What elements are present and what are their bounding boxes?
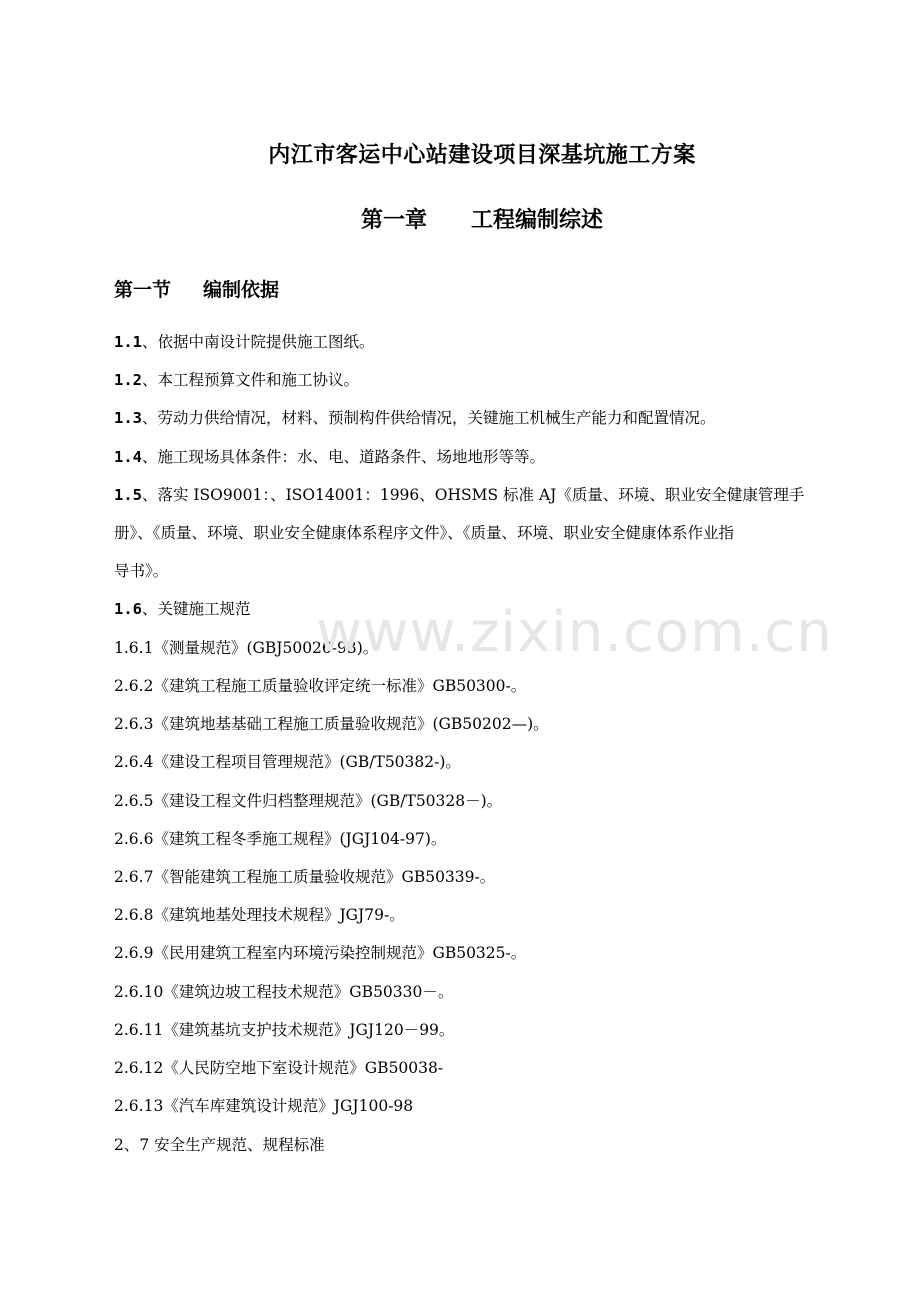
item-text: 、施工现场具体条件：水、电、道路条件、场地地形等等。: [142, 448, 546, 466]
item-text: 、关键施工规范: [142, 600, 251, 618]
item-number: 1.5: [114, 486, 142, 504]
item-text: 、劳动力供给情况，材料、预制构件供给情况，关键施工机械生产能力和配置情况。: [142, 409, 716, 427]
list-item-continuation: [114, 522, 734, 544]
list-item: [114, 675, 526, 697]
chapter-title: 工程编制综述: [471, 208, 604, 233]
list-item: [114, 866, 495, 888]
item-number: 1.2: [114, 371, 142, 389]
watermark: www.zixin.com.cn: [316, 600, 833, 665]
item-text: 2.6.13《汽车库建筑设计规范》JGJ100-98: [114, 1097, 414, 1115]
item-text: 2.6.4《建设工程项目管理规范》(GB/T50382-)。: [114, 753, 461, 771]
item-text: 2.6.3《建筑地基基础工程施工质量验收规范》(GB50202—)。: [114, 715, 549, 733]
chapter-label: 第一章: [360, 208, 427, 233]
list-item: [114, 713, 549, 735]
list-item: [114, 598, 251, 620]
list-item: [114, 1095, 413, 1117]
list-item: [114, 1057, 443, 1079]
item-number: 1.3: [114, 409, 142, 427]
item-text: 1.6.1《测量规范》(GBJ50026-93)。: [114, 639, 379, 657]
item-text: 2.6.10《建筑边坡工程技术规范》GB50330－。: [114, 983, 454, 1001]
item-text: 、依据中南设计院提供施工图纸。: [142, 333, 375, 351]
list-item: [114, 790, 502, 812]
section-label: 第一节: [114, 279, 172, 301]
item-number: 1.1: [114, 333, 142, 351]
list-item: [114, 828, 446, 850]
item-text: 2.6.12《人民防空地下室设计规范》GB50038-: [114, 1059, 444, 1077]
list-item: [114, 904, 405, 926]
list-item: [114, 1019, 454, 1041]
item-text: 2.6.11《建筑基坑支护技术规范》JGJ120－99。: [114, 1021, 455, 1039]
item-text: 2.6.6《建筑工程冬季施工规程》(JGJ104-97)。: [114, 830, 447, 848]
item-text: 2、7 安全生产规范、规程标准: [114, 1136, 325, 1154]
item-text: 2.6.9《民用建筑工程室内环境污染控制规范》GB50325-。: [114, 944, 527, 962]
section-title: 编制依据: [203, 279, 280, 301]
item-text: 册》、《质量、环境、职业安全健康体系程序文件》、《质量、环境、职业安全健康体系作业指: [114, 524, 735, 542]
item-text: 2.6.5《建设工程文件归档整理规范》(GB/T50328－)。: [114, 792, 503, 810]
item-text: 、本工程预算文件和施工协议。: [142, 371, 360, 389]
list-item: [114, 1134, 325, 1156]
document-title: 内江市客运中心站建设项目深基坑施工方案: [268, 143, 696, 168]
list-item: [114, 484, 804, 506]
list-item: [114, 981, 453, 1003]
item-text: 2.6.8《建筑地基处理技术规程》JGJ79-。: [114, 906, 405, 924]
item-text: 导书》。: [114, 562, 169, 580]
list-item: [114, 446, 545, 468]
item-number: 1.6: [114, 600, 142, 618]
list-item: [114, 637, 378, 659]
list-item: [114, 407, 716, 429]
item-text: 、落实 ISO9001：、ISO14001：1996、OHSMS 标准 AJ《质量、环境、职业安全健康管理手: [142, 486, 805, 504]
section-heading: [114, 275, 279, 302]
list-item: [114, 331, 375, 353]
item-number: 1.4: [114, 448, 142, 466]
list-item: [114, 751, 461, 773]
list-item: [114, 942, 526, 964]
list-item-continuation: [114, 560, 168, 582]
item-text: 2.6.7《智能建筑工程施工质量验收规范》GB50339-。: [114, 868, 496, 886]
item-text: 2.6.2《建筑工程施工质量验收评定统一标准》GB50300-。: [114, 677, 527, 695]
chapter-heading: [0, 203, 920, 234]
list-item: [114, 369, 359, 391]
